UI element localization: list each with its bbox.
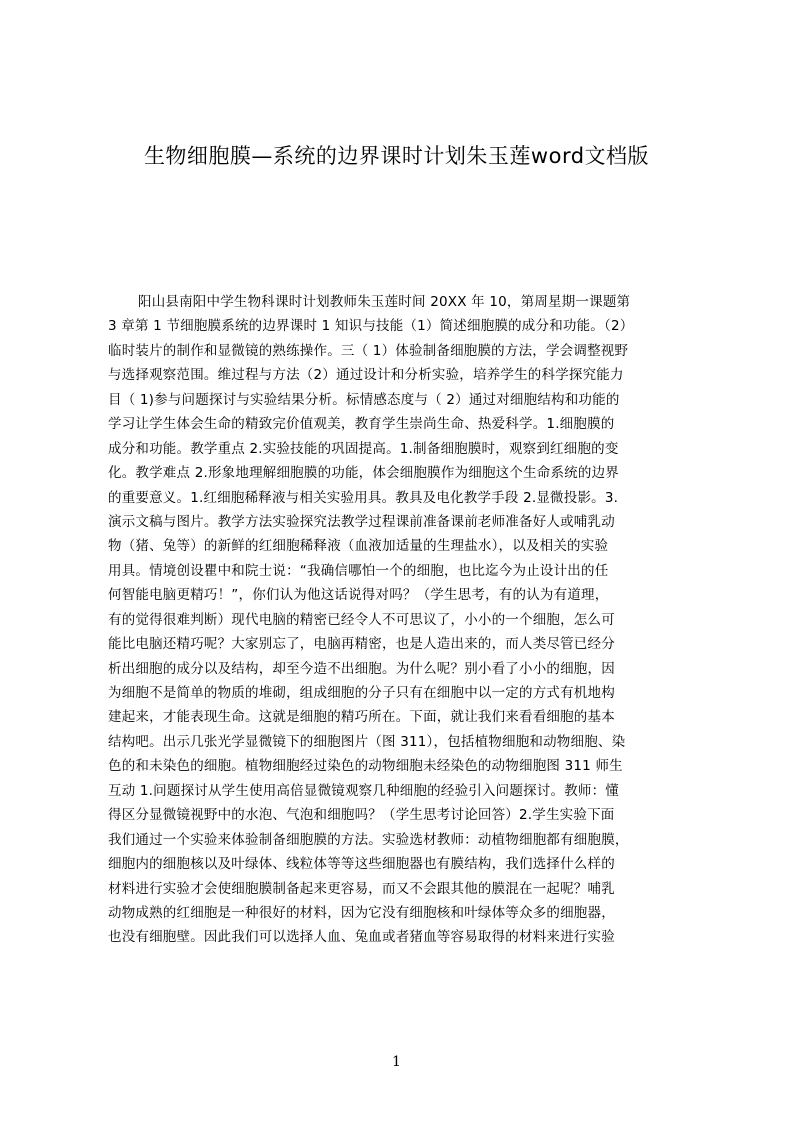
text-line: 有的觉得很难判断）现代电脑的精密已经令人不可思议了，小小的一个细胞，怎么可 bbox=[108, 611, 615, 628]
text-line: 也没有细胞壁。因此我们可以选择人血、兔血或者猪血等容易取得的材料来进行实验 bbox=[108, 929, 615, 946]
document-title: 生物细胞膜—系统的边界课时计划朱玉莲word文档版 bbox=[143, 144, 650, 168]
text-line: 与选择观察范围。维过程与方法（2）通过设计和分析实验，培养学生的科学探究能力 bbox=[108, 367, 624, 384]
text-line: 阳山县南阳中学生物科课时计划教师朱玉莲时间 20XX 年 10，第周星期一课题第 bbox=[138, 294, 631, 310]
body-text bbox=[108, 290, 698, 950]
text-line: 动物成熟的红细胞是一种很好的材料，因为它没有细胞核和叶绿体等众多的细胞器， bbox=[108, 904, 615, 921]
text-line: 为细胞不是简单的物质的堆砌，组成细胞的分子只有在细胞中以一定的方式有机地构 bbox=[108, 685, 615, 701]
text-line: 材料进行实验才会使细胞膜制备起来更容易，而又不会跟其他的膜混在一起呢？哺乳 bbox=[108, 880, 615, 897]
text-line: 的重要意义。1.红细胞稀释液与相关实验用具。教具及电化教学手段 2.显微投影。3. bbox=[108, 489, 619, 506]
text-line: 建起来，才能表现生命。这就是细胞的精巧所在。下面，就让我们来看看细胞的基本 bbox=[108, 709, 615, 726]
text-line: 目（ 1)参与问题探讨与实验结果分析。标情感态度与（ 2）通过对细胞结构和功能的 bbox=[108, 391, 620, 408]
text-line: 互动 1.问题探讨从学生使用高倍显微镜观察几种细胞的经验引入问题探讨。教师：懂 bbox=[108, 782, 619, 799]
page-number: 1 bbox=[392, 1054, 401, 1070]
text-line: 析出细胞的成分以及结构，却至今造不出细胞。为什么呢？别小看了小小的细胞，因 bbox=[108, 660, 615, 677]
text-line: 得区分显微镜视野中的水泡、气泡和细胞吗？（学生思考讨论回答）2.学生实验下面 bbox=[108, 807, 615, 824]
text-line: 细胞内的细胞核以及叶绿体、线粒体等等这些细胞器也有膜结构，我们选择什么样的 bbox=[108, 856, 615, 873]
text-line: 化。教学难点 2.形象地理解细胞膜的功能，体会细胞膜作为细胞这个生命系统的边界 bbox=[108, 465, 619, 482]
text-line: 用具。情境创设瞿中和院士说：“我确信哪怕一个的细胞，也比迄今为止设计出的任 bbox=[108, 562, 609, 579]
text-line: 何智能电脑更精巧！”，你们认为他这话说得对吗？（学生思考，有的认为有道理， bbox=[108, 587, 609, 604]
text-line: 演示文稿与图片。教学方法实验探究法教学过程课前准备课前老师准备好人或哺乳动 bbox=[108, 513, 615, 530]
text-line: 结构吧。出示几张光学显微镜下的细胞图片（图 311），包括植物细胞和动物细胞、染 bbox=[108, 733, 626, 750]
text-line: 临时装片的制作和显微镜的熟练操作。三（ 1）体验制备细胞膜的方法，学会调整视野 bbox=[108, 342, 629, 359]
text-line: 物（猪、兔等）的新鲜的红细胞稀释液（血液加适量的生理盐水），以及相关的实验 bbox=[108, 538, 609, 555]
text-line: 我们通过一个实验来体验制备细胞膜的方法。实验选材教师：动植物细胞都有细胞膜， bbox=[108, 831, 629, 848]
text-line: 能比电脑还精巧呢？大家别忘了，电脑再精密，也是人造出来的，而人类尽管已经分 bbox=[108, 636, 615, 653]
text-line: 成分和功能。教学重点 2.实验技能的巩固提高。1.制备细胞膜时，观察到红细胞的变 bbox=[108, 440, 619, 457]
text-line: 学习让学生体会生命的精致完价值观美，教育学生崇尚生命、热爱科学。1.细胞膜的 bbox=[108, 416, 615, 433]
text-line: 3 章第 1 节细胞膜系统的边界课时 1 知识与技能（1）简述细胞膜的成分和功能。（2） bbox=[108, 318, 634, 335]
text-line: 色的和未染色的细胞。植物细胞经过染色的动物细胞未经染色的动物细胞图 311 师生 bbox=[108, 758, 623, 775]
